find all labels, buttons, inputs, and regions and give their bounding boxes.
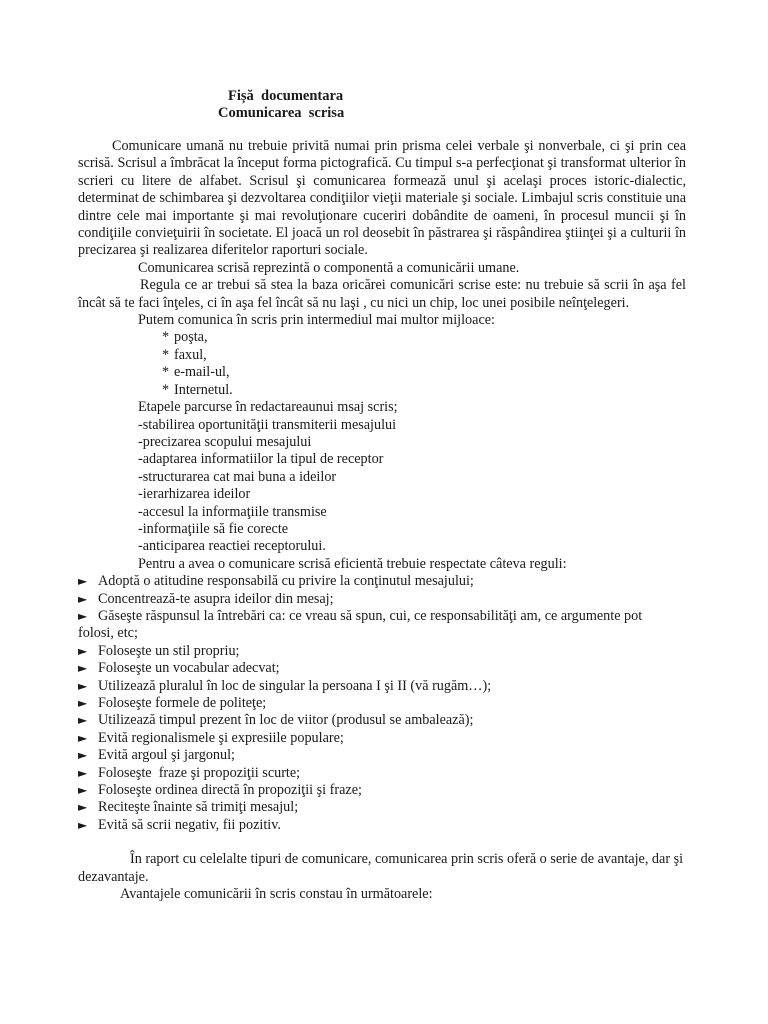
rule-paragraph: Regula ce ar trebui să stea la baza oricărei comunicări scrise este: nu trebuie să scrii în aşa fel încât să te faci înţeles, ci în aşa fel încât să nu laşi , cu nici un chip, loc unei posibile neînţelegeri. — [78, 277, 686, 311]
rules-intro: Pentru a avea o comunicare scrisă eficientă trebuie respectate câteva reguli: — [138, 555, 567, 572]
spacer — [78, 834, 686, 851]
list-item: ► Foloseşte formele de politeţe; — [78, 695, 267, 711]
bullet-arrow-icon: ► — [78, 765, 88, 780]
list-item: ► Utilizează pluralul în loc de singular la persoana I şi II (vă rugăm…); — [78, 677, 492, 694]
bullet-arrow-icon: ► — [78, 608, 88, 623]
component-line: Comunicarea scrisă reprezintă o componentă a comunicării umane. — [138, 259, 520, 276]
bullet-arrow-icon: ► — [78, 817, 88, 832]
bullet-arrow-icon: ► — [78, 783, 88, 798]
bullet-arrow-icon: ► — [78, 730, 88, 745]
star-icon: * — [162, 381, 170, 398]
list-item: ► Evită argoul şi jargonul; — [78, 747, 235, 764]
stages-list — [78, 417, 686, 556]
list-item: ► Evită regionalismele şi expresiile populare; — [78, 729, 344, 746]
star-icon: * — [162, 329, 170, 346]
list-item: -adaptarea informatiilor la tipul de receptor — [138, 451, 384, 468]
star-icon: * — [162, 364, 170, 381]
list-item: ► Foloseşte ordinea directă în propoziţii şi fraze; — [78, 782, 362, 799]
list-item: -stabilirea oportunităţii transmiterii mesajului — [138, 416, 397, 433]
bullet-arrow-icon: ► — [78, 643, 88, 658]
rules-list — [78, 573, 686, 834]
intro-paragraph: Comunicare umană nu trebuie privită numai prin prisma celei verbale şi nonverbale, ci şi prin cea scrisă. Scrisul a îmbrăcat la început forma pictografică. Cu timpul s-a perfecţionat şi transformat ulterior în scrieri cu litere de alfabet. Scrisul şi comunicarea formează unul şi acelaşi proces istoric-dialectic, determinat de schimbarea şi dezvoltarea condiţiilor vieţii materiale şi sociale. Limbajul scris constituie una dintre cele mai importante şi mai revoluţionare cuceriri dobândite de oameni, în procesul muncii şi în condiţiile convieţuirii în societate. El joacă un rol deosebit în păstrarea şi răspândirea ştiinţei şi a culturii în precizarea şi realizarea diferitelor raporturi sociale. — [78, 138, 686, 259]
list-item: ► Reciteşte înainte să trimiţi mesajul; — [78, 799, 299, 816]
list-item: -structurarea cat mai buna a ideilor — [138, 468, 337, 485]
comparison-paragraph: În raport cu celelalte tipuri de comunicare, comunicarea prin scris oferă o serie de avantaje, dar şi dezavantaje. — [78, 851, 684, 885]
bullet-arrow-icon: ► — [78, 800, 88, 815]
list-item: -informaţiile să fie corecte — [138, 520, 289, 537]
list-item: -accesul la informaţiile transmise — [138, 503, 327, 520]
list-item: ► Foloseşte un vocabular adecvat; — [78, 660, 280, 677]
list-item: ► Găseşte răspunsul la întrebări ca: ce vreau să spun, cui, ce responsabilităţi am, ce argumente pot folosi, etc; — [78, 607, 643, 642]
bullet-arrow-icon: ► — [78, 661, 88, 676]
list-item: ► Concentrează-te asupra ideilor din mesaj; — [78, 590, 334, 607]
list-item: * e-mail-ul, — [162, 364, 230, 381]
means-list — [78, 329, 686, 399]
bullet-arrow-icon: ► — [78, 713, 88, 728]
star-icon: * — [162, 346, 170, 363]
bullet-arrow-icon: ► — [78, 591, 88, 606]
list-item: ► Evită să scrii negativ, fii pozitiv. — [78, 816, 281, 833]
list-item: -anticiparea reactiei receptorului. — [138, 538, 326, 555]
list-item: * Internetul. — [162, 381, 233, 398]
bullet-arrow-icon: ► — [78, 574, 88, 589]
stages-intro: Etapele parcurse în redactareaunui msaj scris; — [138, 399, 398, 416]
means-intro: Putem comunica în scris prin intermediul mai multor mijloace: — [138, 312, 495, 329]
list-item: ► Foloseşte un stil propriu; — [78, 642, 240, 659]
document-body — [78, 138, 686, 903]
list-item: -precizarea scopului mesajului — [138, 433, 312, 450]
bullet-arrow-icon: ► — [78, 678, 88, 693]
list-item: -ierarhizarea ideilor — [138, 486, 251, 503]
list-item: ► Adoptă o atitudine responsabilă cu privire la conţinutul mesajului; — [78, 573, 474, 590]
bullet-arrow-icon: ► — [78, 696, 88, 710]
list-item: * faxul, — [162, 346, 207, 363]
bullet-arrow-icon: ► — [78, 748, 88, 763]
document-subtitle: Comunicarea scrisa — [218, 105, 345, 121]
advantages-intro: Avantajele comunicării în scris constau în următoarele: — [120, 886, 433, 903]
list-item: * poşta, — [162, 329, 208, 346]
document-title: Fișă documentara — [228, 88, 344, 104]
list-item: ► Foloseşte fraze şi propoziţii scurte; — [78, 764, 301, 781]
list-item: ► Utilizează timpul prezent în loc de viitor (produsul se ambalează); — [78, 712, 474, 729]
